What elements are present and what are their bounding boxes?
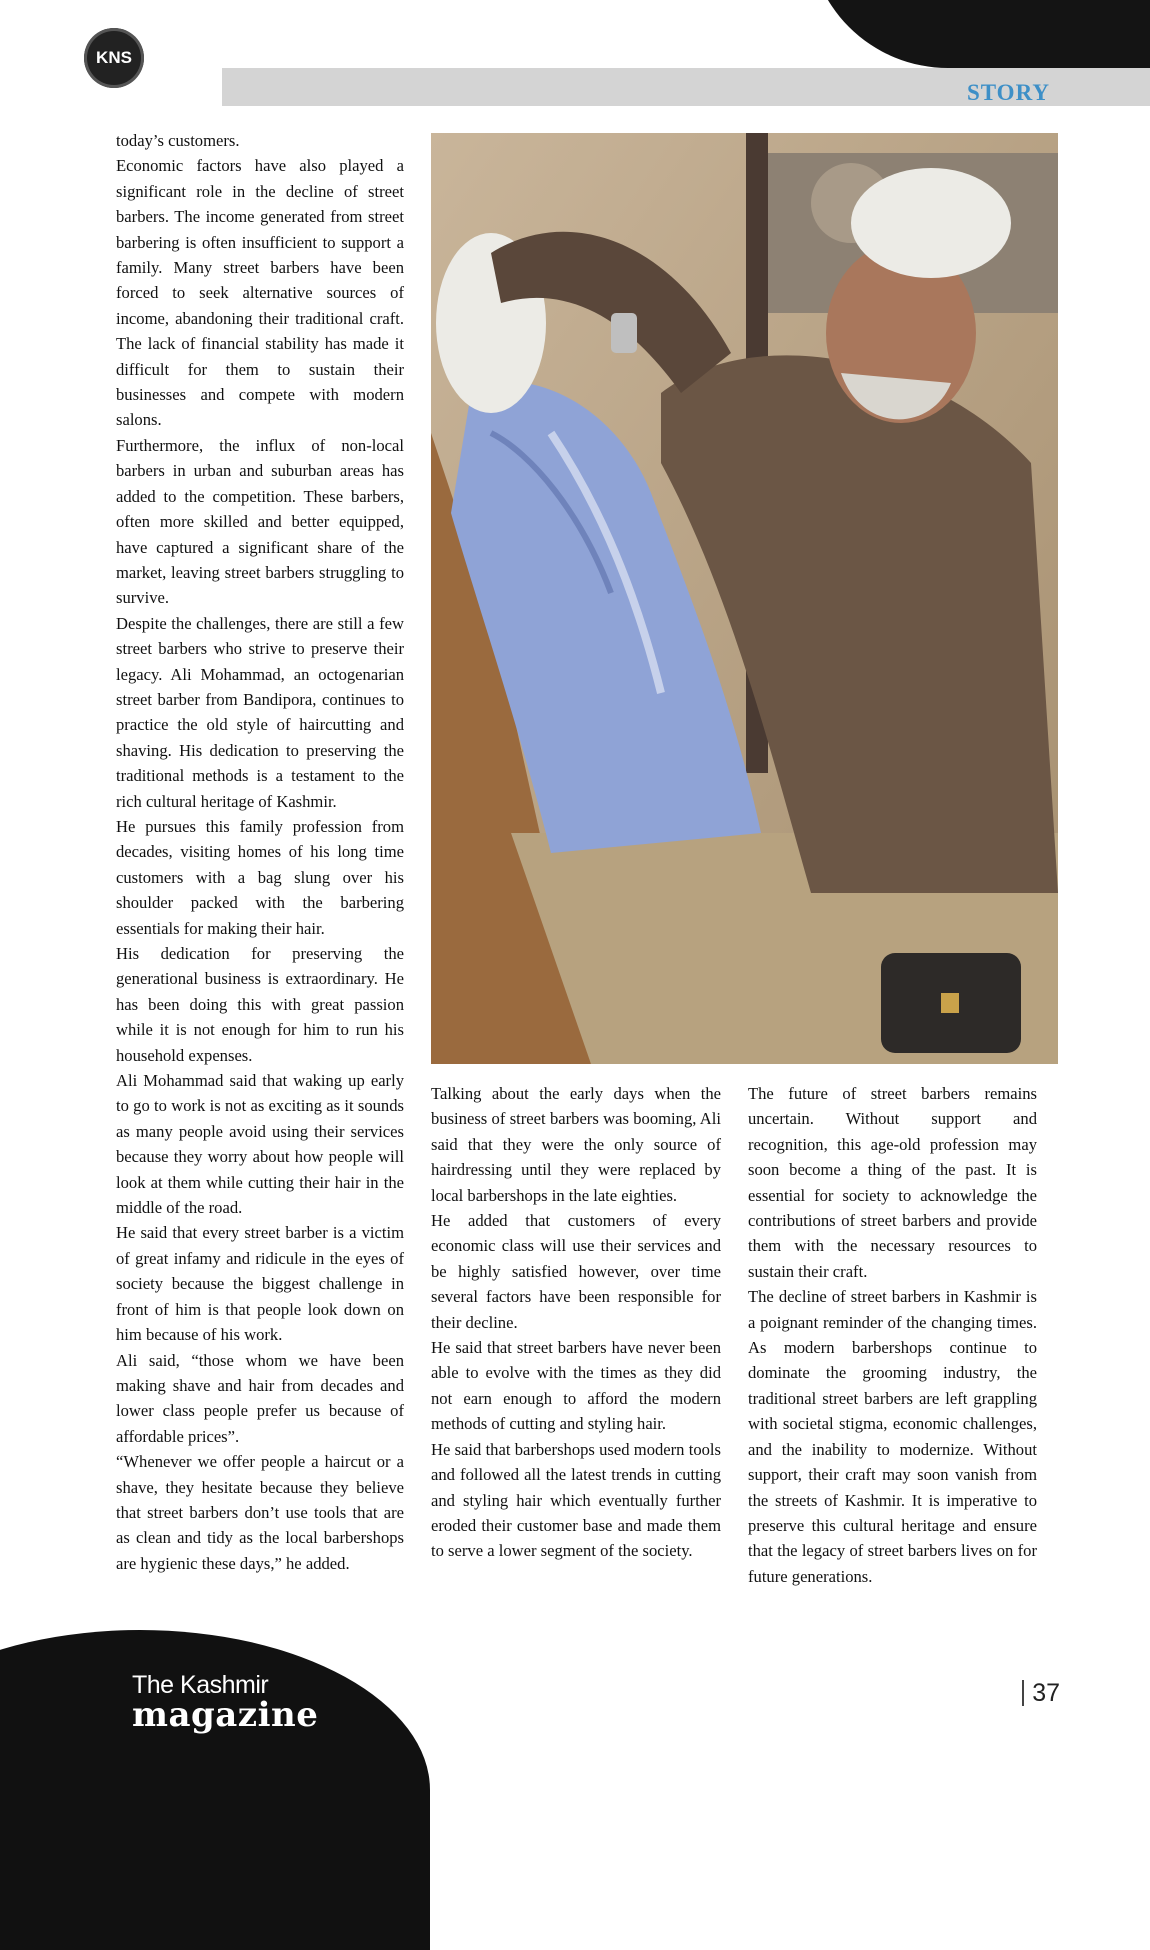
magazine-brand-logo [132,1671,319,1735]
brand-line-2: magazine [132,1695,319,1735]
paragraph: He said that street barbers have never been able to evolve with the times as they did not earn enough to afford the modern methods of cutting and styling hair. [431,1338,721,1434]
article-column-1 [116,128,404,1576]
paragraph: Talking about the early days when the business of street barbers was booming, Ali said that they were the only source of hairdressing until they were replaced by local barbershops in the late eighties. [431,1084,721,1205]
paragraph: today’s customers. [116,131,240,150]
paragraph: The decline of street barbers in Kashmir is a poignant reminder of the changing times. As modern barbershops continue to dominate the grooming industry, the traditional street barbers are left grappling with societal stigma, economic challenges, and the inability to modernize. Without support, their craft may soon vanish from the streets of Kashmir. It is imperative to preserve this cultural heritage and ensure that the legacy of street barbers lives on for future generations. [748,1287,1037,1586]
paragraph: He said that barbershops used modern tools and followed all the latest trends in cutting and styling hair which eventually further eroded their customer base and made them to serve a lower segment of the society. [431,1439,721,1561]
header-decorative-shape [808,0,1150,68]
paragraph: He added that customers of every economic class will use their services and be highly satisfied however, over time several factors have been responsible for their decline. [431,1211,721,1332]
photo-illustration [431,133,1058,1064]
section-label: STORY [966,80,1050,105]
paragraph: Ali said, “those whom we have been making shave and hair from decades and lower class people prefer us because of affordable prices”. [116,1350,404,1446]
paragraph: “Whenever we offer people a haircut or a shave, they hesitate because they believe that street barbers don’t use tools that are as clean and tidy as the local barbershops are hygienic these days,” he added. [116,1452,404,1573]
article-photo-street-barber [431,133,1058,1064]
article-column-3 [748,1081,1037,1589]
paragraph: The future of street barbers remains uncertain. Without support and recognition, this age-old profession may soon become a thing of the past. It is essential for society to acknowledge the contributions of street barbers and provide them with the necessary resources to sustain their craft. [748,1084,1037,1281]
paragraph: Furthermore, the influx of non-local barbers in urban and suburban areas has added to the competition. These barbers, often more skilled and better equipped, have captured a significant share of the market, leaving street barbers struggling to survive. [116,435,404,608]
paragraph: Despite the challenges, there are still a few street barbers who strive to preserve their legacy. Ali Mohammad, an octogenarian street barber from Bandipora, continues to practice the old style of haircutting and shaving. His dedication to preserving the traditional methods is a testament to the rich cultural heritage of Kashmir. [116,613,404,811]
article-column-2 [431,1081,721,1564]
kns-logo: KNS [84,28,144,88]
paragraph: He pursues this family profession from decades, visiting homes of his long time customers with a bag slung over his shoulder packed with the barbering essentials for making their hair. [116,816,404,938]
paragraph: He said that every street barber is a victim of great infamy and ridicule in the eyes of society because the biggest challenge in front of him is that people look down on him because of his work. [116,1223,404,1345]
paragraph: His dedication for preserving the generational business is extraordinary. He has been doing this with great passion while it is not enough for him to run his household expenses. [116,944,404,1065]
paragraph: Economic factors have also played a significant role in the decline of street barbers. The income generated from street barbering is often insufficient to support a family. Many street barbers have been forced to seek alternative sources of income, abandoning their traditional craft. The lack of financial stability has made it difficult for them to sustain their businesses and compete with modern salons. [116,156,404,430]
page-number: 37 [1022,1680,1060,1706]
brand-line-1: The Kashmir [132,1671,269,1699]
paragraph: Ali Mohammad said that waking up early to go to work is not as exciting as it sounds as many people avoid using their services because they worry about how people will look at them while cutting their hair in the middle of the road. [116,1071,404,1218]
